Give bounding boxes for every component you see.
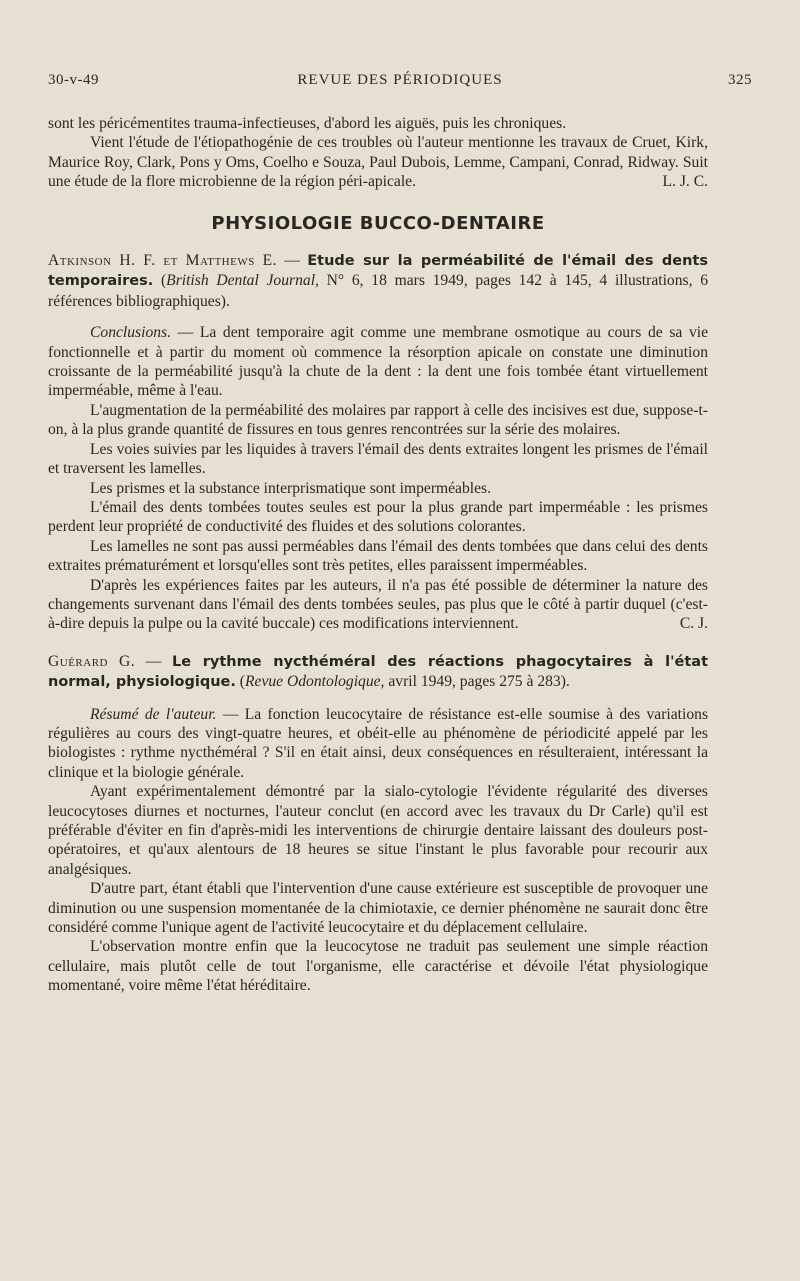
article-2-paragraph-3: D'autre part, étant établi que l'intervention d'une cause extérieure est susceptible de provoquer une diminution ou une suspension momentanée de la chimiotaxie, ce dernier phénomène ne saurait donc être considéré comme l'unique agent de l'activité leucocytaire et du déplacement cellulaire. [48,880,708,937]
article-1-conclusions-text: — La dent temporaire agit comme une membrane osmotique au cours de sa vie fonctionnelle et à partir du moment où commence la résorption apicale on constate une diminution croissante de la perméabilité jusqu'à la chute de la dent : la dent une fois tombée étant virtuellement imperméable, même à l'eau. [48,324,708,400]
article-2-resume-label: Résumé de l'auteur. [90,705,217,723]
article-1-citation [48,251,708,311]
running-header [48,72,752,92]
article-2-authors: Guérard G. [48,652,136,670]
intro-paragraph-2-text: Vient l'étude de l'étiopathogénie de ces troubles où l'auteur mentionne les travaux de Cruet, Kirk, Maurice Roy, Clark, Pons y Oms, Coelho e Souza, Paul Dubois, Lemme, Campani, Conrad, Ridway. Suit une étude de la flore microbienne de la région péri-apicale. [48,134,708,191]
intro-signature: L. J. C. [662,173,708,191]
header-title: REVUE DES PÉRIODIQUES [297,72,503,88]
article-1-paragraph-5: L'émail des dents tombées toutes seules est pour la plus grande part imperméable : les prismes perdent leur propriété de conductivité des fluides et des solutions colorantes. [48,498,708,536]
article-2-resume-text: — La fonction leucocytaire de résistance est-elle soumise à des variations régulières au cours des vingt-quatre heures, et obéit-elle au phénomène de périodicité appelé par les biologistes : rythme nycthéméral ? S'il en était ainsi, deux conséquences en résulteraient, intéressant la clinique et la biologie générale. [48,705,709,781]
page-body [48,114,708,996]
article-1-dash: — [277,252,308,270]
article-1-conclusions-label: Conclusions. [90,324,172,342]
article-1-paragraph-3: Les voies suivies par les liquides à travers l'émail des dents extraites longent les prismes de l'émail et traversent les lamelles. [48,440,708,478]
article-2-journal: Revue Odontologique, [245,673,385,691]
section-title: PHYSIOLOGIE BUCCO-DENTAIRE [211,212,545,234]
article-1-title: Etude sur la perméabilité de l'émail des dents temporaires. [48,253,708,290]
intro-paragraph-1: sont les péricémentites trauma-infectieuses, d'abord les aiguës, puis les chroniques. [48,115,567,132]
header-date: 30-v-49 [48,72,99,88]
article-2-ref-open: ( [235,673,245,691]
article-2-citation [48,652,708,693]
article-2-dash: — [135,652,172,670]
article-2-resume [48,705,708,783]
article-2-paragraph-4: L'observation montre enfin que la leucocytose ne traduit pas seulement une simple réaction cellulaire, mais plutôt celle de tout l'organisme, elle caractérise et dévoile l'état physiologique momentané, voire même l'état héréditaire. [48,938,708,995]
page-number: 325 [728,72,752,88]
article-2-paragraph-2: Ayant expérimentalement démontré par la sialo-cytologie l'évidente régularité des diverses leucocytoses diurnes et nocturnes, l'auteur conclut (en accord avec les travaux du Dr Carle) qu'il est préférable d'éviter en fin d'après-midi les interventions de chirurgie dentaire laissant des douleurs post-opératoires, et qu'aux alentours de 18 heures se situe l'instant le plus favorable pour recourir aux analgésiques. [48,783,708,878]
article-1-paragraph-7 [48,576,708,634]
article-1-paragraph-7-text: D'après les expériences faites par les auteurs, il n'a pas été possible de déterminer la nature des changements survenant dans l'émail des dents tombées seules, pas plus que le côté à partir duquel (c'est-à-dire depuis la pulpe ou la cavité buccale) ces modifications interviennent. [48,576,708,633]
article-1-conclusions [48,323,708,401]
article-1-paragraph-4: Les prismes et la substance interprismatique sont imperméables. [90,479,491,497]
article-1-ref-rest: N° 6, 18 mars 1949, pages 142 à 145, 4 illustrations, 6 références bibliographiques). [48,272,708,310]
article-2-title: Le rythme nycthéméral des réactions phagocytaires à l'état normal, physiologique. [48,653,709,691]
intro-paragraph-2 [48,133,708,191]
article-1-authors: Atkinson H. F. et Matthews E. [48,252,278,270]
article-1-paragraph-2: L'augmentation de la perméabilité des molaires par rapport à celle des incisives est due, suppose-t-on, à la plus grande quantité de fissures en tous genres rencontrées sur la série des molaires. [48,401,708,439]
article-1-signature: C. J. [679,615,708,633]
article-1-ref-open: ( [153,272,167,290]
article-1-paragraph-6: Les lamelles ne sont pas aussi perméables dans l'émail des dents tombées que dans celui des dents extraites prématurément et lorsqu'elles sont très petites, elles paraissent imperméables. [48,537,708,575]
article-2-ref-rest: avril 1949, pages 275 à 283). [384,673,570,691]
article-1-journal: British Dental Journal, [166,272,319,290]
